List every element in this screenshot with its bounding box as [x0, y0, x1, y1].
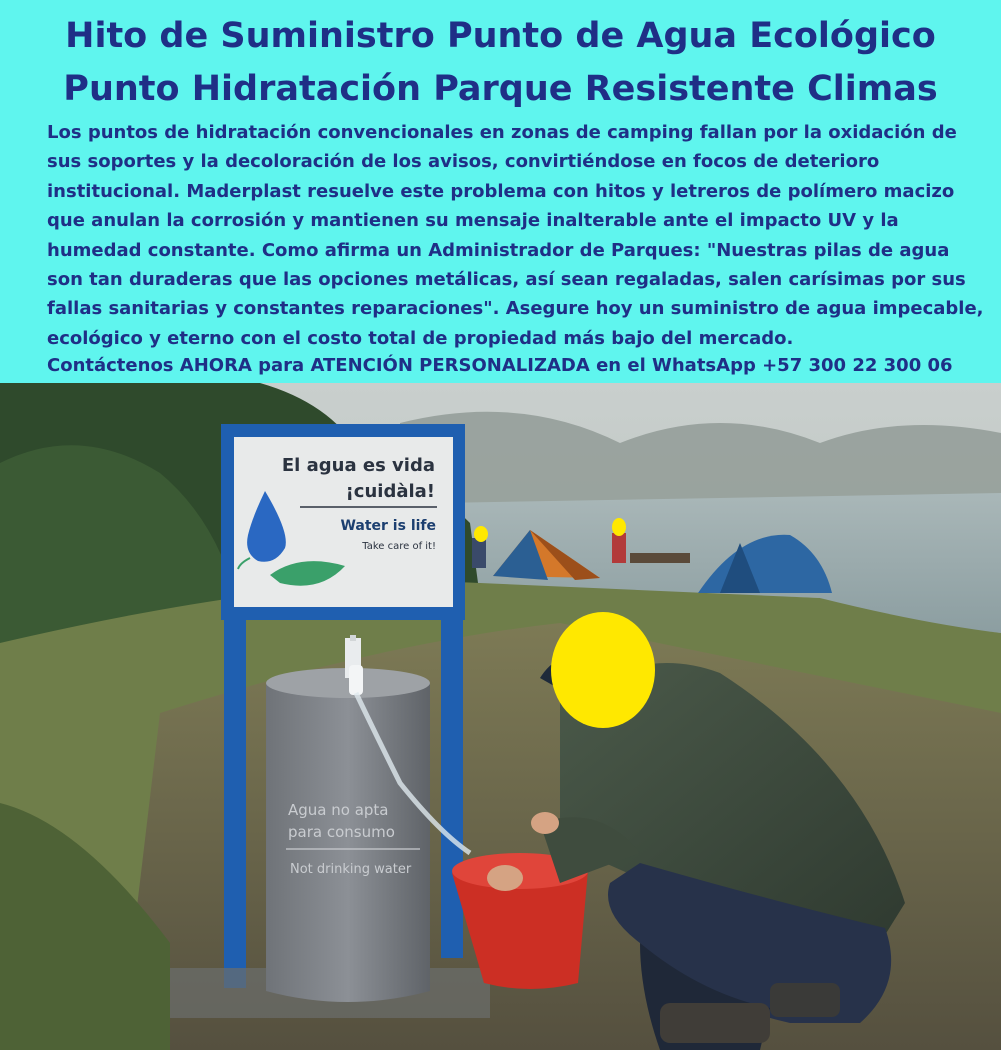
banner-title-line-2: Punto Hidratación Parque Resistente Climas — [63, 69, 938, 109]
sign-text-spanish-1: El agua es vida — [281, 455, 435, 476]
sign-text-english-1: Water is life — [340, 518, 436, 534]
blurred-face-marker-main — [551, 612, 655, 728]
whatsapp-contact-line: Contáctenos AHORA para ATENCIÓN PERSONALIZADA en el WhatsApp +57 300 22 300 06 — [47, 355, 953, 376]
banner-title-line-1: Hito de Suministro Punto de Agua Ecológico — [65, 16, 936, 56]
sign-text-spanish-2: ¡cuidàla! — [345, 481, 435, 502]
sign-post-left — [224, 613, 246, 988]
camper-figure — [612, 533, 626, 563]
sign-post-right — [441, 613, 463, 958]
pillar-text-1: Agua no apta — [288, 801, 389, 819]
blurred-face-marker — [612, 518, 626, 536]
banner-description: Los puntos de hidratación convencionales en zonas de camping fallan por la oxidación de sus soportes y la decoloración de los avisos, convirtiéndose en focos de deterioro institucional. Maderplast resuelve este problema con hitos y letreros de polímero macizo que anulan la corrosión y mantienen su mensaje inalterable ante el impacto UV y la humedad constante. Como afirma un Administrador de Parques: "Nuestras pilas de agua son tan duraderas que las opciones metálicas, así sean regaladas, salen carísimas por sus fallas sanitarias y constantes reparaciones". Asegure hoy un suministro de agua impecable, ecológico y eterno con el costo total de propiedad más bajo del mercado. — [47, 122, 984, 349]
campsite-photo — [0, 383, 1001, 1050]
blurred-face-marker-2 — [474, 526, 488, 542]
sign-text-english-2: Take care of it! — [362, 541, 436, 552]
picnic-table — [630, 553, 690, 563]
pillar-text-3: Not drinking water — [290, 862, 412, 877]
header-banner — [0, 0, 1001, 383]
pillar-text-2: para consumo — [288, 823, 395, 841]
camper-figure-2 — [472, 538, 486, 568]
